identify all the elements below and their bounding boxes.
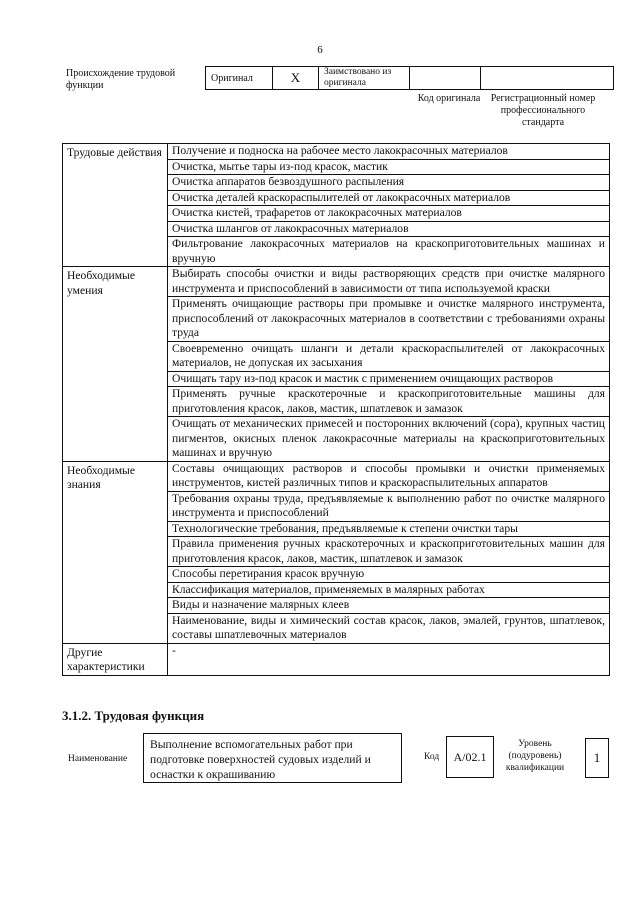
function-code: A/02.1 <box>446 736 494 778</box>
table-row <box>63 144 610 160</box>
row-category-label: Необходимые знания <box>63 461 168 643</box>
row-item: Очистка деталей краскораспылителей от лакокрасочных материалов <box>168 190 610 206</box>
row-item: Выбирать способы очистки и виды растворяющих средств при очистке малярного инструмента и приспособлений в зависимости от типа используемой краски <box>168 267 610 297</box>
borrowed-cell: Заимствовано из оригинала <box>319 67 410 90</box>
registration-caption: Регистрационный номер профессионального стандарта <box>490 93 596 128</box>
row-item: Фильтрование лакокрасочных материалов на краскоприготовительных машинах и вручную <box>168 237 610 267</box>
row-item: Составы очищающих растворов и способы промывки и очистки применяемых инструментов, кистей различных типов и краскораспылительных аппаратов <box>168 461 610 491</box>
function-name-label: Наименование <box>68 754 128 764</box>
qualification-level: 1 <box>585 738 609 778</box>
original-code-cell <box>410 67 481 90</box>
row-item: Получение и подноска на рабочее место лакокрасочных материалов <box>168 144 610 160</box>
row-item: Требования охраны труда, предъявляемые к выполнению работ по очистке малярного инструмента и приспособлений <box>168 491 610 521</box>
table-row <box>63 267 610 297</box>
row-item: Очистка, мытье тары из-под красок, мастик <box>168 159 610 175</box>
row-category-label: Трудовые действия <box>63 144 168 267</box>
row-item: Виды и назначение малярных клеев <box>168 598 610 614</box>
row-item: Применять очищающие растворы при промывке и очистке малярного инструмента, приспособлений от лакокрасочных материалов в соответствии с требованиями охраны труда <box>168 297 610 342</box>
row-item: Очищать тару из-под красок и мастик с применением очищающих растворов <box>168 371 610 387</box>
table-row <box>63 643 610 675</box>
row-item: Технологические требования, предъявляемые к степени очистки тары <box>168 521 610 537</box>
origin-table <box>205 66 614 90</box>
row-item: - <box>168 643 610 675</box>
row-category-label: Необходимые умения <box>63 267 168 462</box>
original-cell: Оригинал <box>206 67 273 90</box>
code-caption: Код оригинала <box>417 93 481 104</box>
row-category-label: Другие характеристики <box>63 643 168 675</box>
page-number: 6 <box>317 44 323 56</box>
row-item: Своевременно очищать шланги и детали краскораспылителей от лакокрасочных материалов, не допуская их засыхания <box>168 341 610 371</box>
origin-label: Происхождение трудовой функции <box>66 68 176 91</box>
registration-number-cell <box>481 67 614 90</box>
row-item: Очистка кистей, трафаретов от лакокрасочных материалов <box>168 206 610 222</box>
row-item: Очищать от механических примесей и посторонних включений (сора), крупных частиц пигментов, окисных пленок лакокрасочные материалы на краскоприготовительных машинах и вручную <box>168 417 610 462</box>
row-item: Применять ручные краскотерочные и краскоприготовительные машины для приготовления красок, лаков, мастик, шпатлевок и замазок <box>168 387 610 417</box>
row-item: Классификация материалов, применяемых в малярных работах <box>168 582 610 598</box>
function-code-label: Код <box>424 752 440 762</box>
row-item: Очистка аппаратов безвоздушного распыления <box>168 175 610 191</box>
row-item: Наименование, виды и химический состав красок, лаков, эмалей, грунтов, шпатлевок, составы шпатлевочных материалов <box>168 613 610 643</box>
competency-table <box>62 143 610 676</box>
row-item: Правила применения ручных краскотерочных и краскоприготовительных машин для приготовления красок, лаков, мастик, шпатлевок и замазок <box>168 537 610 567</box>
row-item: Способы перетирания красок вручную <box>168 567 610 583</box>
row-item: Очистка шлангов от лакокрасочных материалов <box>168 221 610 237</box>
section-title: 3.1.2. Трудовая функция <box>62 708 205 723</box>
function-name: Выполнение вспомогательных работ при подготовке поверхностей судовых изделий и оснастки к окрашиванию <box>143 733 402 783</box>
original-mark: X <box>273 67 319 90</box>
table-row <box>63 461 610 491</box>
qualification-level-label: Уровень (подуровень) квалификации <box>505 739 565 773</box>
